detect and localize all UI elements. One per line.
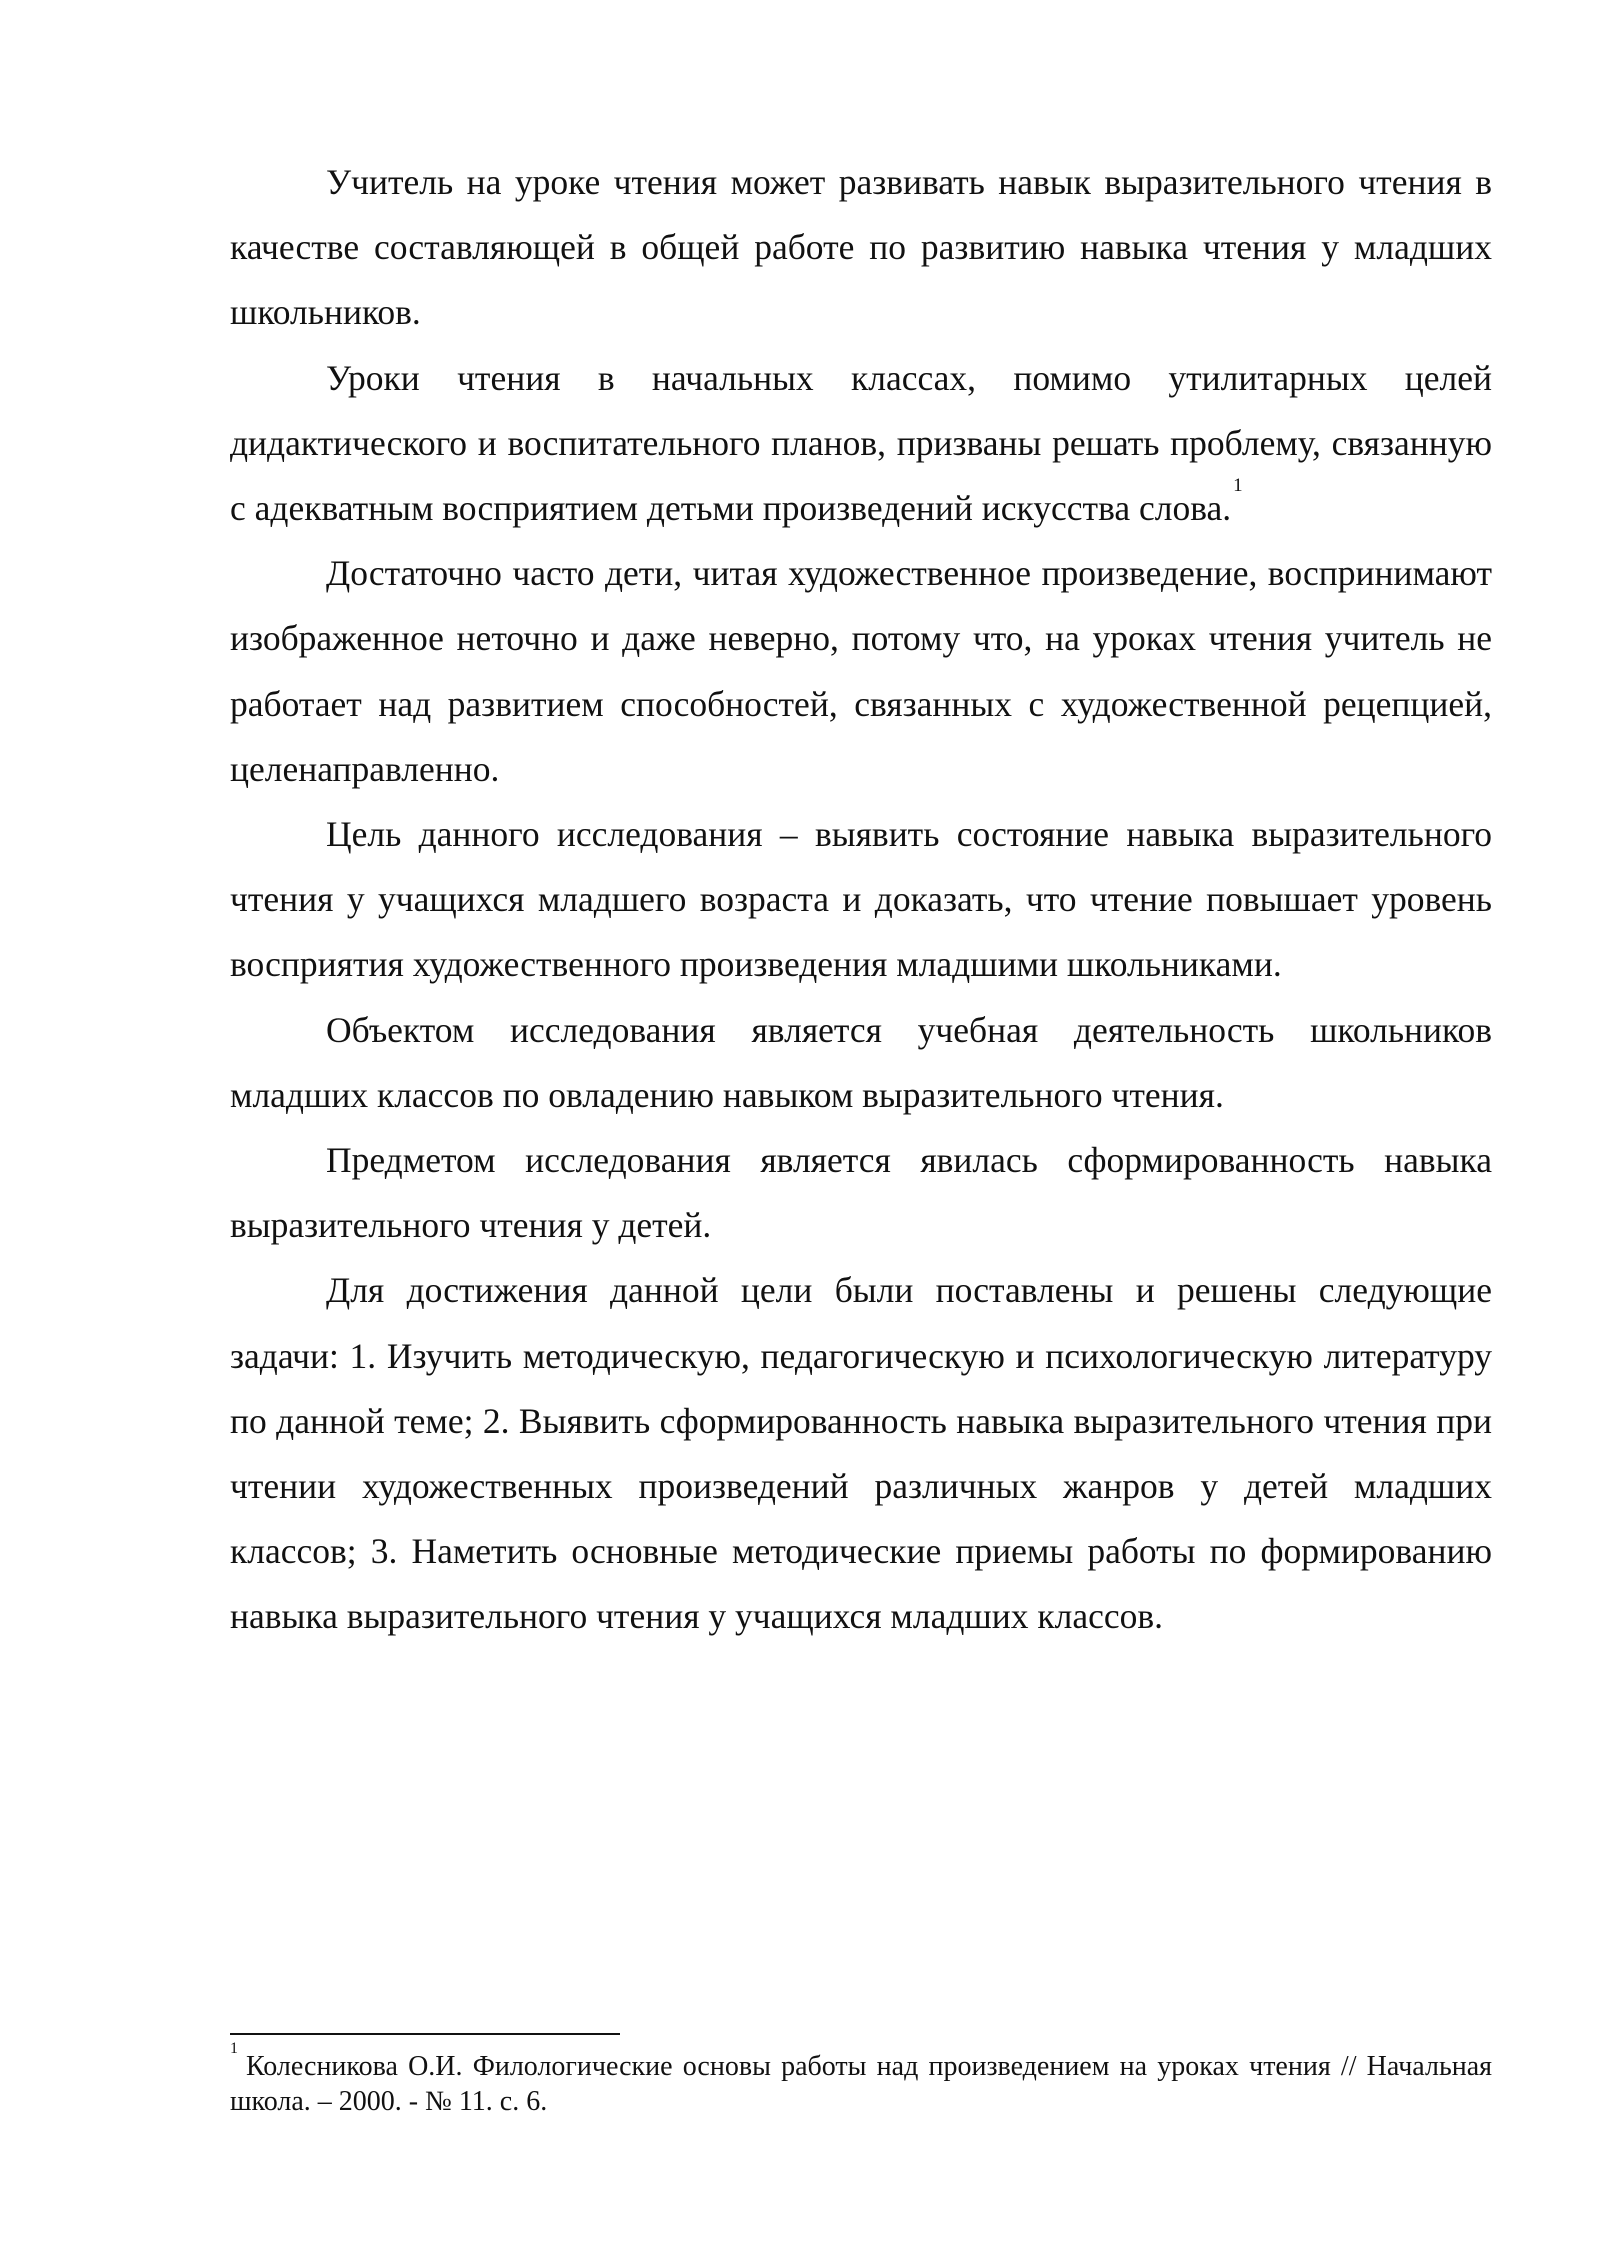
paragraph-text: Цель данного исследования – выявить состояние навыка выразительного чтения у учащихся младшего возраста и доказать, что чтение повышает уровень восприятия художественного произведения младшими школьниками. (230, 814, 1492, 985)
paragraph-text: Уроки чтения в начальных классах, помимо утилитарных целей дидактического и воспитательного планов, призваны решать проблему, связанную с адекватным восприятием детьми произведений искусства слова. (230, 357, 1492, 529)
paragraph-research-subject (230, 1128, 1492, 1258)
paragraph-reading-lessons (230, 346, 1492, 542)
footnote-reference: 1 (1233, 475, 1243, 497)
document-body (230, 150, 1492, 1650)
paragraph-text: Учитель на уроке чтения может развивать навык выразительного чтения в качестве составляющей в общей работе по развитию навыка чтения у младших школьников. (230, 162, 1492, 333)
footnote-separator (230, 2033, 620, 2035)
paragraph-text: Предметом исследования является явилась сформированность навыка выразительного чтения у детей. (230, 1140, 1492, 1246)
paragraph-research-goal (230, 802, 1492, 998)
footnote (230, 2039, 1492, 2119)
paragraph-teacher-skill (230, 150, 1492, 346)
footnote-text: Колесникова О.И. Филологические основы работы над произведением на уроках чтения // Начальная школа. – 2000. - № 11. с. 6. (230, 2051, 1492, 2117)
paragraph-text: Объектом исследования является учебная деятельность школьников младших классов по овладению навыком выразительного чтения. (230, 1009, 1492, 1115)
paragraph-research-object (230, 998, 1492, 1128)
paragraph-text: Достаточно часто дети, читая художественное произведение, воспринимают изображенное неточно и даже неверно, потому что, на уроках чтения учитель не работает над развитием способностей, связанных с художественной рецепцией, целенаправленно. (230, 553, 1492, 789)
paragraph-text: Для достижения данной цели были поставлены и решены следующие задачи: 1. Изучить методическую, педагогическую и психологическую литературу по данной теме; 2. Выявить сформированность навыка выразительного чтения при чтении художественных произведений различных жанров у детей младших классов; 3. Наметить основные методические приемы работы по формированию навыка выразительного чтения у учащихся младших классов. (230, 1270, 1492, 1637)
paragraph-research-tasks (230, 1258, 1492, 1649)
paragraph-children-perception (230, 541, 1492, 802)
footnote-mark: 1 (230, 2039, 238, 2057)
